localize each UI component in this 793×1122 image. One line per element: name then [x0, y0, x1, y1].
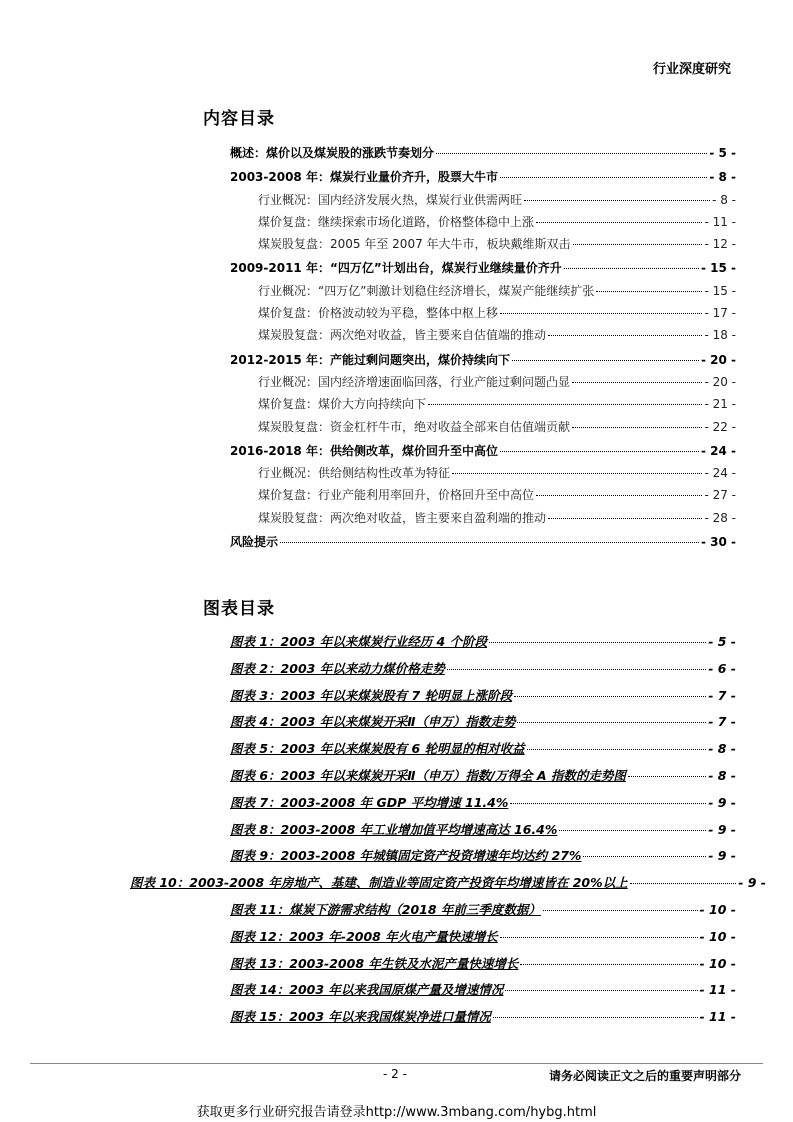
entry-label[interactable]: 煤炭股复盘：两次绝对收益，皆主要来自盈利端的推动 — [258, 510, 547, 525]
toc-entry[interactable] — [230, 464, 736, 486]
toc-entry[interactable] — [230, 712, 736, 739]
toc-entry[interactable] — [230, 259, 736, 281]
entry-page: - 8 - — [709, 170, 736, 185]
entry-page: - 11 - — [699, 1009, 736, 1025]
entry-page: - 10 - — [699, 901, 736, 917]
leader-dots — [500, 937, 698, 938]
leader-dots — [428, 404, 702, 405]
entry-label[interactable]: 煤价复盘：行业产能利用率回升，价格回升至中高位 — [258, 488, 535, 503]
entry-page: - 5 - — [708, 634, 736, 649]
toc-entry[interactable] — [230, 533, 736, 555]
leader-dots — [583, 856, 706, 857]
toc-entry[interactable] — [230, 1007, 736, 1034]
toc-entry[interactable] — [230, 954, 736, 981]
leader-dots — [628, 776, 706, 777]
entry-page: - 8 - — [712, 192, 736, 207]
leader-dots — [500, 313, 702, 314]
leader-dots — [536, 222, 702, 223]
entry-label[interactable]: 2003-2008 年：煤炭行业量价齐升，股票大牛市 — [230, 170, 498, 185]
leader-dots — [517, 722, 706, 723]
leader-dots — [559, 830, 706, 831]
entry-label[interactable]: 图表 14：2003 年以来我国原煤产量及增速情况 — [230, 982, 504, 998]
entry-label[interactable]: 图表 5：2003 年以来煤炭股有 6 轮明显的相对收益 — [230, 741, 525, 757]
header-title: 行业深度研究 — [652, 62, 731, 77]
entry-label[interactable]: 图表 4：2003 年以来煤炭开采Ⅱ（申万）指数走势 — [230, 714, 516, 730]
toc-entry[interactable] — [230, 282, 736, 304]
entry-label[interactable]: 煤价复盘：价格波动较为平稳，整体中枢上移 — [258, 306, 499, 321]
entry-page: - 10 - — [699, 955, 736, 971]
leader-dots — [630, 883, 737, 884]
entry-page: - 22 - — [704, 419, 736, 434]
entry-page: - 28 - — [704, 510, 736, 525]
entry-label[interactable]: 图表 6：2003 年以来煤炭开采Ⅱ（申万）指数/万得全 A 指数的走势图 — [230, 767, 626, 783]
entry-label[interactable]: 概述：煤价以及煤炭股的涨跌节奏划分 — [230, 146, 435, 160]
toc-entry[interactable] — [130, 873, 766, 900]
entry-page: - 6 - — [708, 660, 736, 676]
leader-dots — [548, 518, 702, 519]
entry-label[interactable]: 2012-2015 年：产能过剩问题突出，煤价持续向下 — [230, 352, 510, 367]
toc-entry[interactable] — [230, 326, 736, 348]
entry-page: - 5 - — [709, 146, 736, 160]
leader-dots — [436, 153, 707, 154]
entry-page: - 11 - — [699, 982, 736, 998]
footer-disclaimer: 请务必阅读正文之后的重要声明部分 — [548, 1069, 741, 1083]
entry-page: - 20 - — [704, 374, 736, 389]
leader-dots — [452, 473, 702, 474]
leader-dots — [572, 382, 702, 383]
entry-label[interactable]: 煤炭股复盘：2005 年至 2007 年大牛市，板块戴维斯双击 — [258, 237, 571, 252]
leader-dots — [505, 990, 697, 991]
entry-page: - 18 - — [704, 328, 736, 343]
toc-entry[interactable] — [230, 395, 736, 417]
entry-label[interactable]: 行业概况：国内经济增速面临回落，行业产能过剩问题凸显 — [258, 374, 571, 389]
entry-label[interactable]: 行业概况：国内经济发展火热，煤炭行业供需两旺 — [258, 192, 523, 207]
entry-page: - 9 - — [708, 848, 736, 864]
leader-dots — [548, 335, 702, 336]
toc-entry[interactable] — [230, 373, 736, 395]
toc-entry[interactable] — [230, 304, 736, 326]
toc-entry[interactable] — [230, 846, 736, 873]
leader-dots — [527, 749, 707, 750]
entry-label[interactable]: 行业概况：供给侧结构性改革为特征 — [258, 466, 451, 481]
toc-entry[interactable] — [230, 820, 736, 847]
entry-page: - 9 - — [738, 875, 766, 891]
entry-page: - 27 - — [704, 488, 736, 503]
leader-dots — [500, 451, 699, 452]
leader-dots — [280, 542, 699, 543]
entry-label[interactable]: 风险提示 — [230, 535, 279, 550]
entry-label[interactable]: 图表 9：2003-2008 年城镇固定资产投资增速年均达约 27% — [230, 848, 582, 864]
entry-page: - 15 - — [700, 261, 736, 276]
toc-entry[interactable] — [230, 900, 736, 927]
entry-label[interactable]: 图表 7：2003-2008 年 GDP 平均增速 11.4% — [230, 794, 509, 810]
entry-label[interactable]: 图表 2：2003 年以来动力煤价格走势 — [230, 660, 445, 676]
entry-page: - 7 - — [708, 714, 736, 730]
toc-entry[interactable] — [230, 927, 736, 954]
entry-page: - 20 - — [700, 352, 736, 367]
entry-page: - 21 - — [704, 397, 736, 412]
figures-list — [130, 632, 766, 1034]
entry-label[interactable]: 图表 10：2003-2008 年房地产、基建、制造业等固定资产投资年均增速皆在 20%以上 — [130, 875, 628, 891]
figures-heading: 图表目录 — [203, 599, 275, 619]
toc-entry[interactable] — [230, 442, 736, 464]
bottom-link[interactable]: 获取更多行业研究报告请登录http://www.3mbang.com/hybg.html — [196, 1105, 597, 1120]
entry-label[interactable]: 图表 11：煤炭下游需求结构（2018 年前三季度数据） — [230, 901, 541, 917]
toc-entry[interactable] — [230, 766, 736, 793]
toc-entry[interactable] — [230, 509, 736, 531]
leader-dots — [536, 495, 702, 496]
entry-label[interactable]: 2009-2011 年：“四万亿”计划出台，煤炭行业继续量价齐升 — [230, 261, 562, 276]
entry-label[interactable]: 图表 3：2003 年以来煤炭股有 7 轮明显上涨阶段 — [230, 687, 513, 703]
leader-dots — [572, 427, 702, 428]
leader-dots — [512, 360, 699, 361]
toc-entry[interactable] — [230, 235, 736, 257]
toc-entry[interactable] — [230, 168, 736, 190]
leader-dots — [514, 696, 706, 697]
entry-page: - 10 - — [699, 928, 736, 944]
leader-dots — [493, 1017, 698, 1018]
entry-label[interactable]: 行业概况：“四万亿”刺激计划稳住经济增长，煤炭产能继续扩张 — [258, 283, 595, 298]
leader-dots — [447, 669, 707, 670]
entry-page: - 17 - — [704, 306, 736, 321]
footer-divider — [30, 1063, 763, 1064]
toc-entry[interactable] — [230, 191, 736, 213]
entry-page: - 8 - — [708, 767, 736, 783]
entry-page: - 24 - — [704, 466, 736, 481]
entry-label[interactable]: 煤炭股复盘：两次绝对收益，皆主要来自估值端的推动 — [258, 328, 547, 343]
leader-dots — [489, 642, 706, 643]
leader-dots — [500, 177, 707, 178]
toc-entry[interactable] — [230, 418, 736, 440]
toc-entry[interactable] — [230, 351, 736, 373]
leader-dots — [520, 964, 697, 965]
entry-label[interactable]: 图表 12：2003 年-2008 年火电产量快速增长 — [230, 928, 498, 944]
entry-page: - 9 - — [708, 794, 736, 810]
entry-label[interactable]: 煤价复盘：继续探索市场化道路，价格整体稳中上涨 — [258, 214, 535, 229]
entry-label[interactable]: 煤价复盘：煤价大方向持续向下 — [258, 397, 427, 412]
toc-heading: 内容目录 — [203, 109, 275, 129]
entry-label[interactable]: 图表 8：2003-2008 年工业增加值平均增速高达 16.4% — [230, 821, 558, 837]
entry-page: - 7 - — [708, 687, 736, 703]
leader-dots — [573, 244, 703, 245]
leader-dots — [596, 291, 702, 292]
toc-entry[interactable] — [230, 144, 736, 166]
entry-page: - 15 - — [704, 283, 736, 298]
toc-entry[interactable] — [230, 980, 736, 1007]
entry-label[interactable]: 2016-2018 年：供给侧改革，煤价回升至中高位 — [230, 443, 498, 458]
entry-page: - 24 - — [700, 443, 736, 458]
toc-entry[interactable] — [230, 632, 736, 659]
entry-label[interactable]: 图表 13：2003-2008 年生铁及水泥产量快速增长 — [230, 955, 519, 971]
leader-dots — [564, 268, 699, 269]
entry-page: - 9 - — [708, 821, 736, 837]
toc-entry[interactable] — [230, 686, 736, 713]
entry-page: - 11 - — [704, 214, 736, 229]
page-number: - 2 - — [383, 1067, 407, 1081]
entry-page: - 8 - — [708, 741, 736, 757]
entry-label[interactable]: 图表 1：2003 年以来煤炭行业经历 4 个阶段 — [230, 634, 488, 649]
toc-entry[interactable] — [230, 213, 736, 235]
entry-label[interactable]: 图表 15：2003 年以来我国煤炭净进口量情况 — [230, 1009, 491, 1025]
entry-page: - 12 - — [704, 237, 736, 252]
toc-list — [230, 144, 736, 555]
toc-entry[interactable] — [230, 793, 736, 820]
leader-dots — [524, 200, 710, 201]
toc-entry[interactable] — [230, 739, 736, 766]
toc-entry[interactable] — [230, 486, 736, 508]
leader-dots — [510, 803, 706, 804]
toc-entry[interactable] — [230, 659, 736, 686]
entry-page: - 30 - — [700, 535, 736, 550]
leader-dots — [543, 910, 698, 911]
entry-label[interactable]: 煤炭股复盘：资金杠杆牛市，绝对收益全部来自估值端贡献 — [258, 419, 571, 434]
